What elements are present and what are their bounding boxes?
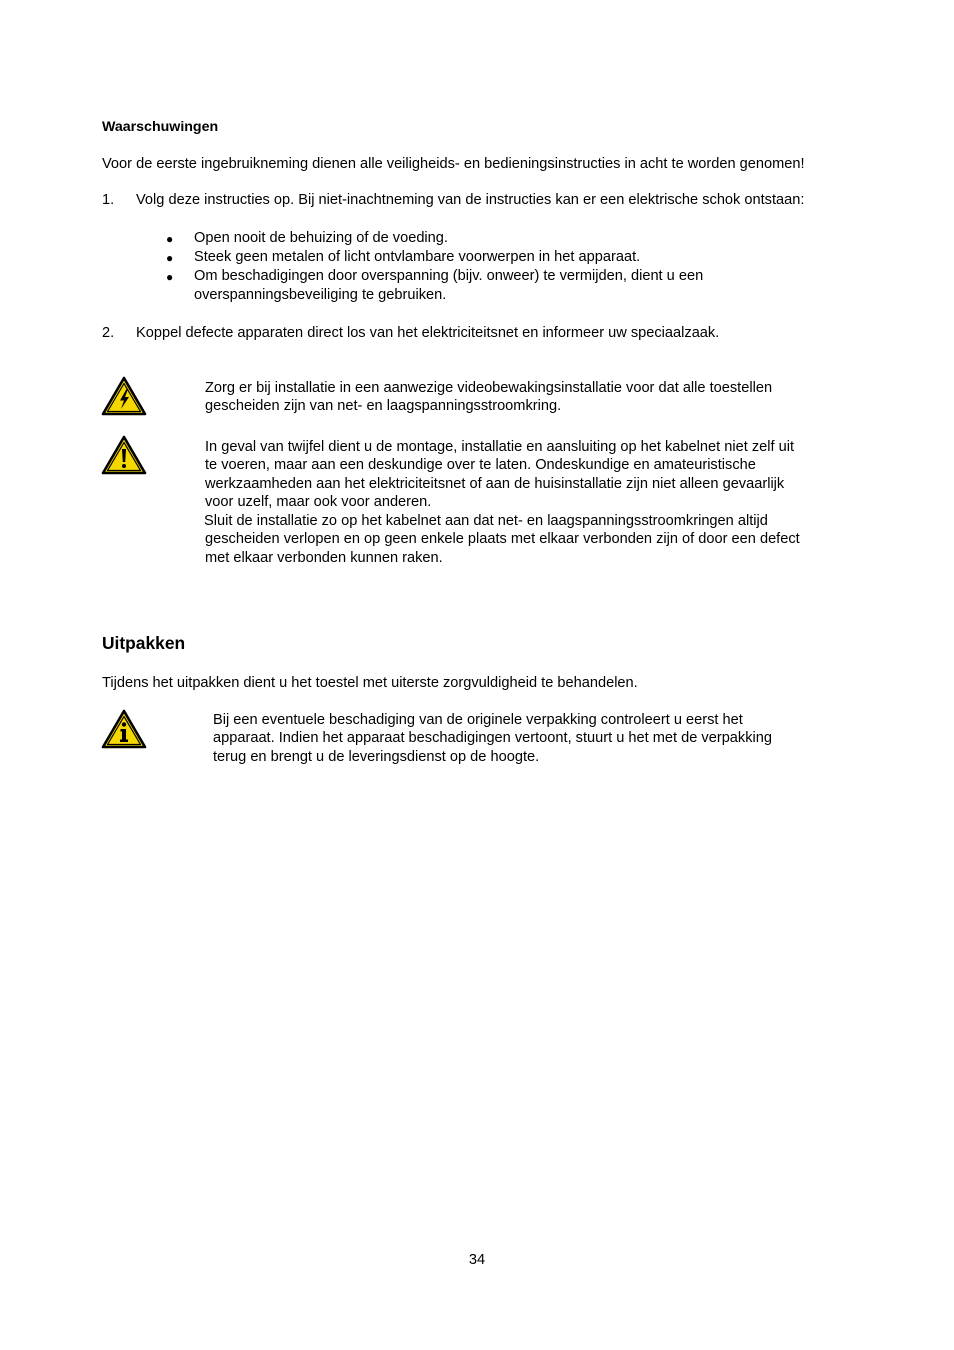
list-item-text: Koppel defecte apparaten direct los van het elektriciteitsnet en informeer uw speciaalzaak. [136, 325, 720, 341]
bullet-dot: ● [166, 251, 174, 265]
list-item-number: 1. [102, 192, 115, 208]
notice-text: Zorg er bij installatie in een aanwezige videobewakingsinstallatie voor dat alle toestellen [205, 380, 773, 396]
notice-text: apparaat. Indien het apparaat beschadigingen vertoont, stuurt u het met de verpakking [213, 730, 772, 746]
high-voltage-warning-icon [101, 376, 147, 416]
notice-text: Sluit de installatie zo op het kabelnet aan dat net- en laagspanningsstroomkringen altijd [204, 513, 768, 529]
exclamation-warning-icon [101, 435, 147, 475]
bullet-text-continuation: overspanningsbeveiliging te gebruiken. [194, 287, 447, 303]
unpacking-intro: Tijdens het uitpakken dient u het toestel met uiterste zorgvuldigheid te behandelen. [102, 675, 638, 691]
list-item-text: Volg deze instructies op. Bij niet-inachtneming van de instructies kan er een elektrische schok ontstaan: [136, 192, 805, 208]
notice-text: terug en brengt u de leveringsdienst op de hoogte. [213, 749, 540, 765]
notice-text: met elkaar verbonden kunnen raken. [205, 550, 443, 566]
bullet-dot: ● [166, 232, 174, 246]
bullet-text: Om beschadigingen door overspanning (bijv. onweer) te vermijden, dient u een [194, 268, 704, 284]
notice-text: voor uzelf, maar ook voor anderen. [205, 494, 432, 510]
notice-text: gescheiden zijn van net- en laagspanningsstroomkring. [205, 398, 562, 414]
notice-text: werkzaamheden aan het elektriciteitsnet of aan de huisinstallatie zijn niet alleen gevaarlijk [205, 476, 785, 492]
bullet-text: Open nooit de behuizing of de voeding. [194, 230, 448, 246]
notice-text: te voeren, maar aan een deskundige over te laten. Ondeskundige en amateuristische [205, 457, 756, 473]
warnings-title: Waarschuwingen [102, 119, 219, 135]
info-warning-icon [101, 709, 147, 749]
unpacking-title: Uitpakken [102, 633, 186, 653]
notice-text: Bij een eventuele beschadiging van de originele verpakking controleert u eerst het [213, 712, 743, 728]
notice-text: gescheiden verlopen en op geen enkele plaats met elkaar verbonden zijn of door een defect [205, 531, 800, 547]
list-item-number: 2. [102, 325, 115, 341]
notice-text: In geval van twijfel dient u de montage, installatie en aansluiting op het kabelnet niet zelf uit [205, 439, 794, 455]
bullet-text: Steek geen metalen of licht ontvlambare voorwerpen in het apparaat. [194, 249, 641, 265]
page-number: 34 [468, 1252, 486, 1268]
warnings-intro: Voor de eerste ingebruikneming dienen alle veiligheids- en bedieningsinstructies in acht te worden genomen! [102, 156, 805, 172]
bullet-dot: ● [166, 270, 174, 284]
